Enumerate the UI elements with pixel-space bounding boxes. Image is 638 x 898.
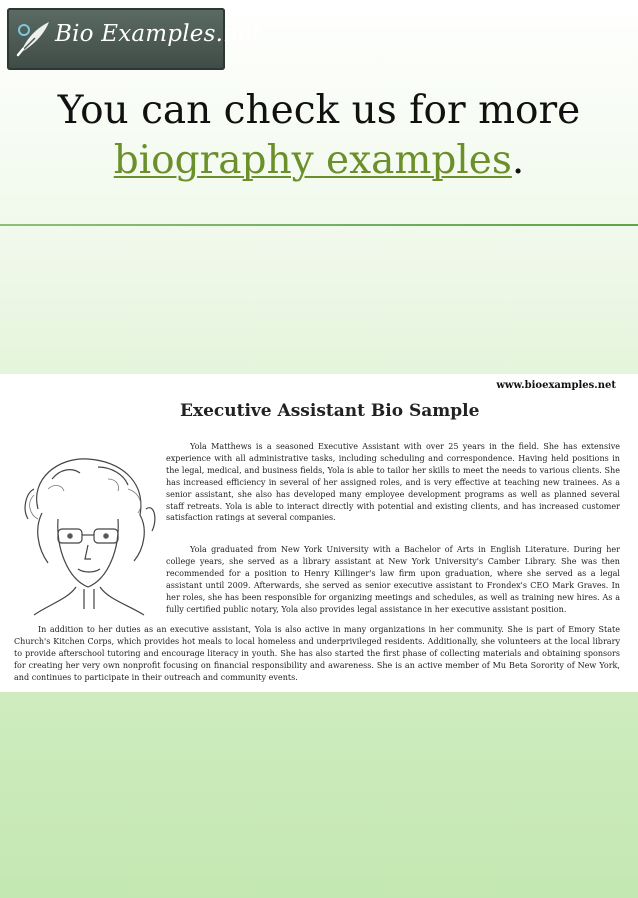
bio-paragraph-1: Yola Matthews is a seasoned Executive Assistant with over 25 years in the field. She has extensive experience with all administrative tasks, including scheduling and correspondence. Having held positions in the legal, medical, and business fields, Yola is able to tailor her skills to meet the needs to various clients. She has increased efficiency in several of her assigned roles, and is very effective at teaching new trainees. As a senior assistant, she also has developed many employee development programs as well as planned several staff retreats. Yola is able to interact directly with potential and existing clients, and has increased customer satisfaction ratings at several companies. xyxy=(166,442,620,523)
divider xyxy=(0,224,638,226)
bio-paragraph-2: Yola graduated from New York University with a Bachelor of Arts in English Literature. During her college years, she served as a library assistant at New York University's Camber Library. She was then recommended for a position to Henry Killinger's law firm upon graduation, where she served as a legal assistant until 2009. Afterwards, she served as senior executive assistant to Frondex's CEO Mark Graves. In her roles, she has been responsible for organizing meetings and schedules, as well as training new hires. As a fully certified public notary, Yola also provides legal assistance in her executive assistant position. xyxy=(166,545,620,614)
document-title: Executive Assistant Bio Sample xyxy=(180,401,480,421)
logo-text: Bio Examples.net xyxy=(55,21,262,47)
quill-pen-icon xyxy=(15,18,55,58)
biography-examples-link[interactable]: biography examples xyxy=(113,138,512,183)
headline-line-1: You can check us for more xyxy=(57,88,581,133)
site-logo[interactable] xyxy=(7,8,262,70)
woman-portrait-sketch xyxy=(8,449,166,619)
headline-line-2 xyxy=(0,136,638,186)
document-url: www.bioexamples.net xyxy=(496,380,616,391)
bio-paragraph-3: In addition to her duties as an executive assistant, Yola is also active in many organizations in her community. She is part of Emory State Church's Kitchen Corps, which provides hot meals to local homeless and underprivileged residents. Additionally, she volunteers at the local library to provide afterschool tutoring and encourage literacy in youth. She has also started the first phase of collecting materials and obtaining sponsors for creating her very own nonprofit focusing on financial responsibility and awareness. She is an active member of Mu Beta Sorority of New York, and continues to participate in their outreach and community events. xyxy=(14,625,620,682)
headline-period: . xyxy=(511,138,525,183)
bio-sample-document xyxy=(0,374,638,692)
